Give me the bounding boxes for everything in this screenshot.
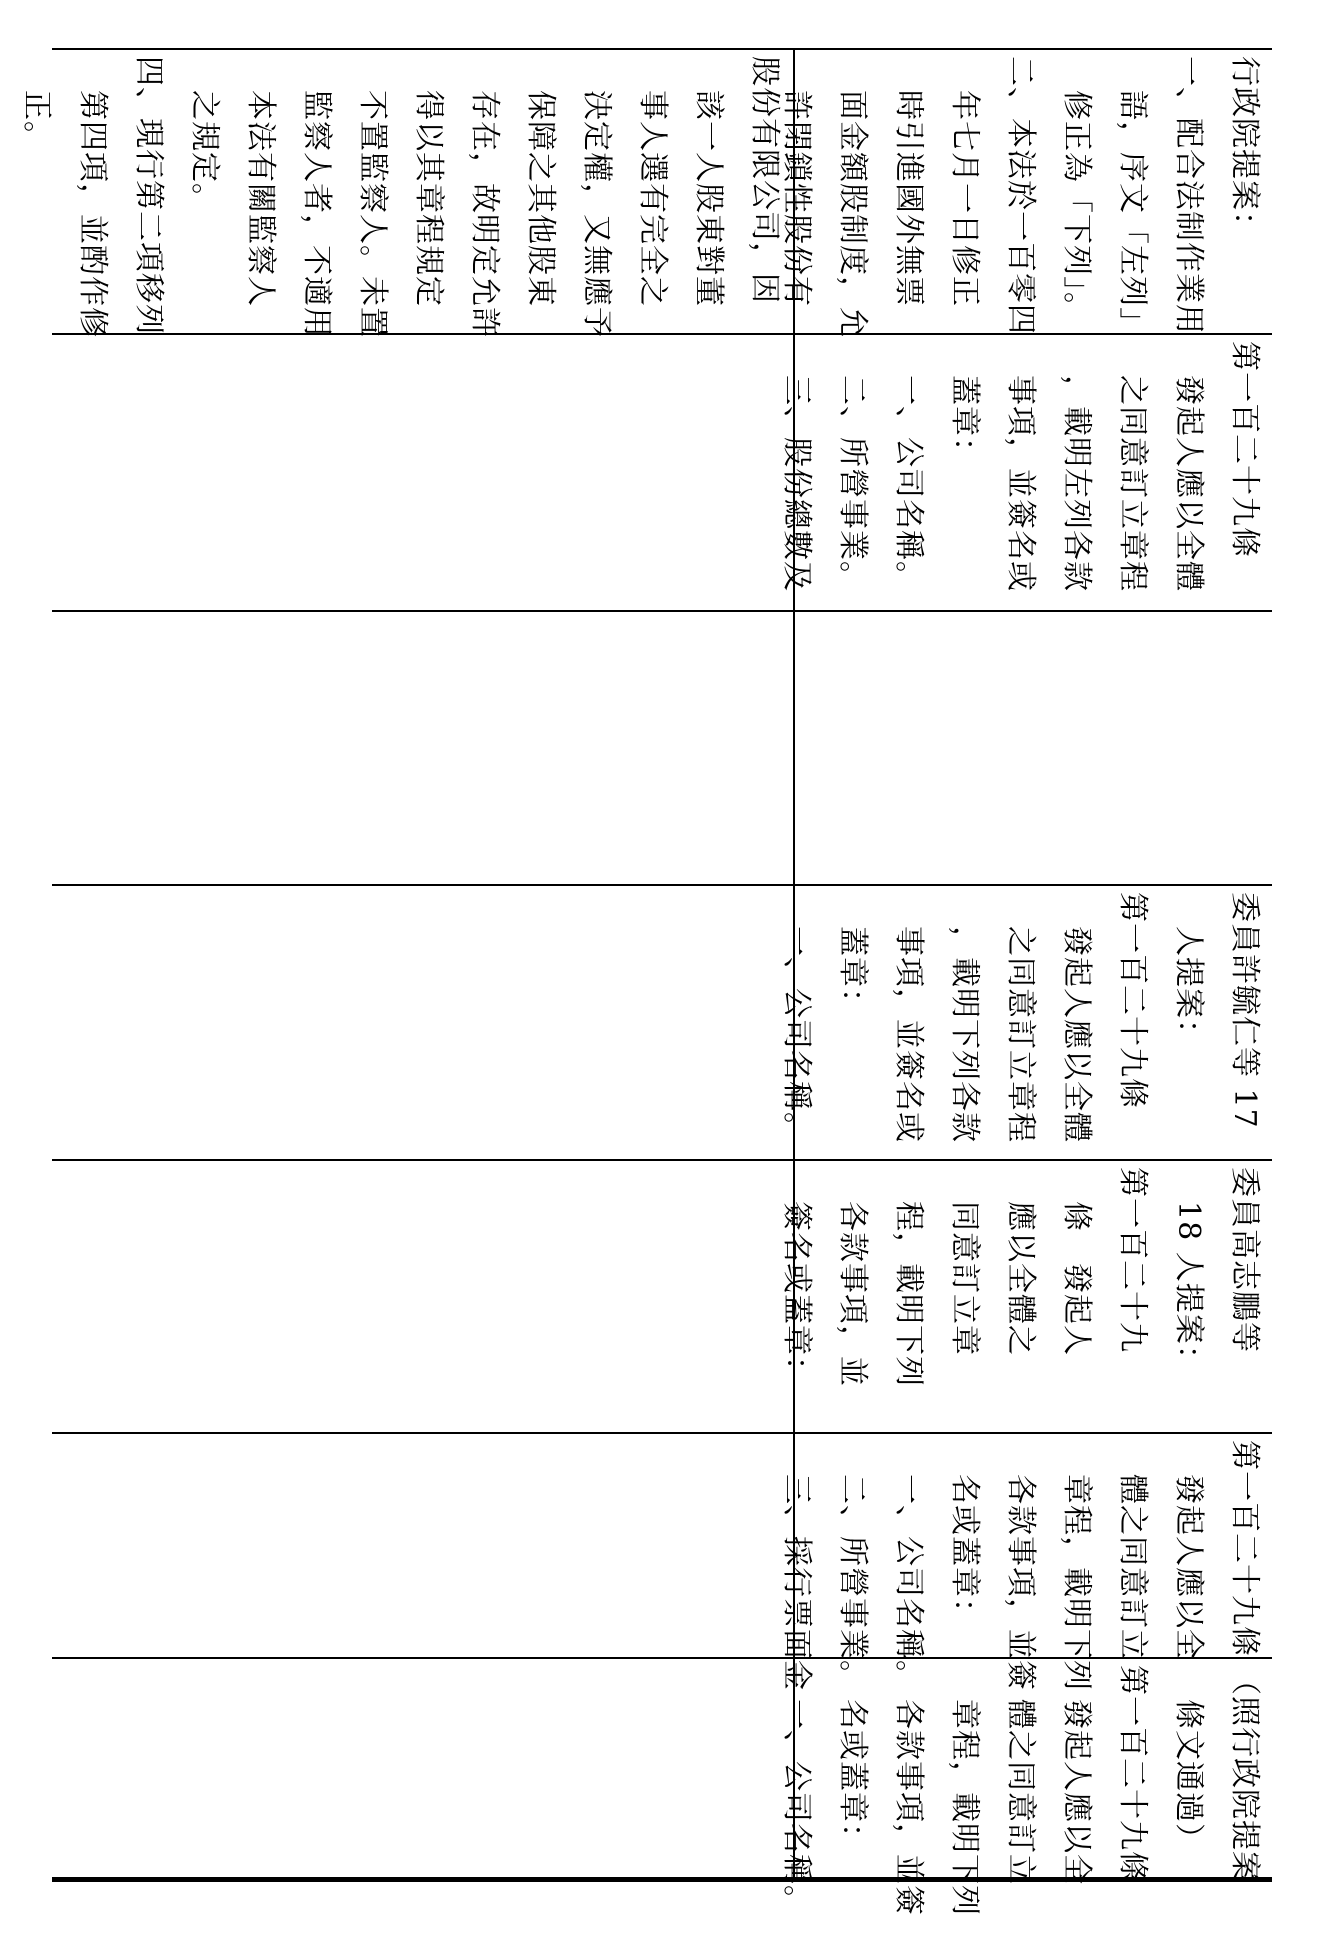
text-line: 第一百二十九條 [1227,1440,1262,1657]
text-line: 存在，故明定允許 [467,90,502,338]
text-line: 各款事項，並簽 [1003,1474,1038,1691]
text-line: 各款事項，並 [835,1201,870,1387]
text-line: 一、公司名稱。 [779,926,814,1143]
text-line: 體之同意訂立 [1003,1699,1038,1885]
row-divider [52,610,1272,612]
legislator-proposal-cell [779,886,1272,1159]
text-line: 發起人應以全 [1171,1474,1206,1660]
text-line: 二、所營事業。 [835,1474,870,1691]
text-line: 委員高志鵬等 [1227,1167,1262,1353]
text-line: 條文通過） [1171,1699,1206,1854]
text-line: 第四項，並酌作修 [75,90,110,338]
text-line: 面金額股制度，允 [835,90,870,338]
text-line: 年七月一日修正 [947,90,982,307]
text-line: 之同意訂立章程 [1003,926,1038,1143]
text-line: 各款事項，並簽 [891,1699,926,1916]
text-line: 三、採行票面金 [779,1474,814,1691]
text-line: ，載明左列各款 [1059,375,1094,592]
text-line: 二、本法於一百零四 [1003,56,1038,335]
text-line: 蓋章： [835,926,870,1019]
text-line: 名或蓋章： [947,1474,982,1629]
committee-resolution-cell [779,1659,1272,1916]
text-line: 股份有限公司，因 [747,56,782,304]
text-line: 第一百二十九條 [1115,1665,1150,1882]
text-line: 許閉鎖性股份有 [779,90,814,307]
text-line: 不置監察人。未置 [355,90,390,338]
executive-yuan-proposal-cell [779,1434,1272,1691]
current-law-cell [779,335,1272,610]
text-line: 監察人者，不適用 [299,90,334,338]
text-line: 事項，並簽名或 [1003,375,1038,592]
text-line: 一、配合法制作業用 [1171,56,1206,335]
legislator-proposal-cell [779,1161,1272,1432]
text-line: 第一百二十九 [1115,1167,1150,1353]
text-line: 體之同意訂立 [1115,1474,1150,1660]
text-line: （照行政院提案 [1227,1665,1262,1882]
text-line: 事人選有完全之 [635,90,670,307]
text-line: 事項，並簽名或 [891,926,926,1143]
text-line: 發起人應以全 [1059,1699,1094,1885]
explanation-continuation-cell [19,50,792,338]
text-line: 之同意訂立章程 [1115,375,1150,592]
text-line: 發起人應以全體 [1059,926,1094,1143]
text-line: 同意訂立章 [947,1201,982,1356]
text-line: ，載明下列各款 [947,926,982,1143]
text-line: 蓋章： [947,375,982,468]
text-line: 18 人提案： [1171,1201,1206,1376]
text-line: 一、公司名稱。 [891,375,926,592]
text-line: 簽名或蓋章： [779,1201,814,1387]
text-line: 一、公司名稱。 [891,1474,926,1691]
text-line: 語，序文「左列」 [1115,90,1150,338]
text-line: 正。 [19,90,54,152]
text-line: 章程，載明下列 [947,1699,982,1916]
text-line: 委員許毓仁等 17 [1227,892,1262,1129]
text-line: 第一百二十九條 [1115,892,1150,1109]
text-line: 程，載明下列 [891,1201,926,1387]
text-line: 發起人應以全體 [1171,375,1206,592]
text-line: 得以其章程規定 [411,90,446,307]
text-line: 名或蓋章： [835,1699,870,1854]
text-line: 人提案： [1171,926,1206,1050]
text-line: 修正為「下列」。 [1059,90,1094,323]
text-line: 章程，載明下列 [1059,1474,1094,1691]
executive-yuan-note-cell [779,50,1272,338]
text-line: 一、公司名稱。 [779,1699,814,1916]
text-line: 之規定。 [187,90,222,214]
text-line: 決定權，又無應予 [579,90,614,338]
text-line: 第一百二十九條 [1227,341,1262,558]
text-line: 三、股份總數及 [779,375,814,592]
text-line: 二、所營事業。 [835,375,870,592]
text-line: 行政院提案： [1227,56,1262,242]
text-line: 四、現行第二項移列 [131,56,166,335]
text-line: 應以全體之 [1003,1201,1038,1356]
text-line: 保障之其他股東 [523,90,558,307]
text-line: 條 發起人 [1059,1201,1094,1356]
text-line: 該一人股東對董 [691,90,726,307]
text-line: 本法有關監察人 [243,90,278,307]
text-line: 時引進國外無票 [891,90,926,307]
